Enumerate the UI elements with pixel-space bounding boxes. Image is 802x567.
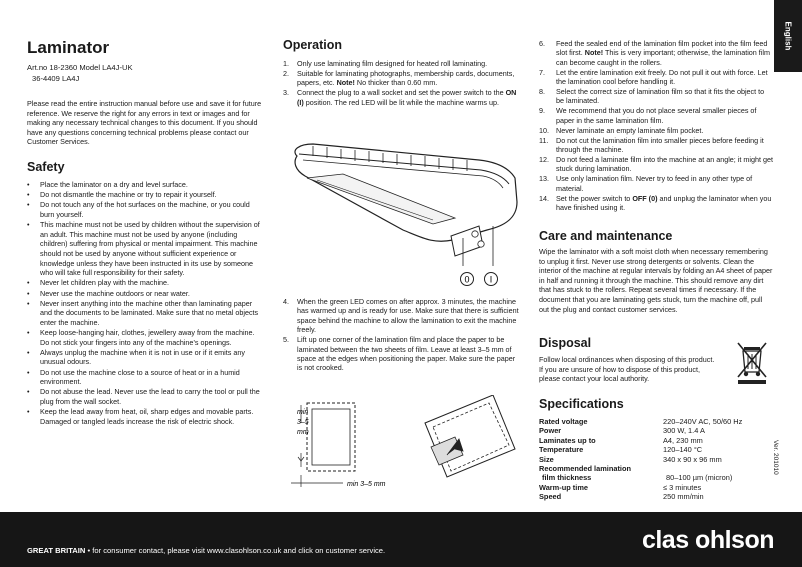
spec-value [663, 464, 773, 473]
safety-item: • Do not abuse the lead. Never use the lead to carry the tool or pull the plug from the wall socket. [27, 387, 263, 406]
language-label: English [783, 21, 793, 51]
spec-value: A4, 230 mm [663, 435, 703, 445]
safety-item: • Do not dismantle the machine or try to repair it yourself. [27, 190, 263, 200]
step-number: 7. [539, 67, 545, 77]
step-number: 12. [539, 154, 549, 164]
step-number: 5. [283, 335, 289, 345]
safety-heading: Safety [27, 160, 65, 174]
specifications-table [539, 417, 773, 502]
spec-value: ≤ 3 minutes [663, 482, 702, 492]
weee-bin-icon [735, 339, 769, 385]
footer-region: GREAT BRITAIN [27, 546, 86, 555]
step-number: 13. [539, 174, 549, 184]
spec-row [539, 483, 773, 492]
spec-row [539, 455, 773, 464]
operation-steps-3 [539, 39, 773, 213]
laminator-illustration [283, 126, 519, 291]
step-item: 11. Do not cut the lamination film into smaller pieces before feeding it through the machine. [539, 135, 764, 154]
safety-item: • Always unplug the machine when it is not in use or if it emits any unusual odours. [27, 348, 263, 367]
article-line-2: 36-4409 LA4J [32, 74, 80, 83]
step-item: 8. Select the correct size of lamination film so that it fits the object to be laminated. [539, 87, 765, 106]
step-item: 13. Use only lamination film. Never try to feed in any other type of material. [539, 174, 753, 193]
spec-row [539, 473, 773, 482]
step-item: 6. Feed the sealed end of the lamination film pocket into the film feed slot first. Note! This is very important; otherwise, the lamination film can become caught in the rollers. [539, 39, 770, 67]
care-text: Wipe the laminator with a soft moist cloth when necessary remembering to unplug it first. Never use strong detergents or solvents. Clean the interior of the machine at regular intervals by folding an A4 sheet of paper in half and running it through the machine. This should remove any dirt that has stuck to the rollers. Repeat several times if necessary. If the document that you are laminating gets stuck, turn the machine off, pull out the plug and contact customer services. [539, 247, 773, 314]
article-line-1: Art.no 18-2360 Model LA4J-UK [27, 63, 133, 72]
spec-value: 250 mm/min [663, 492, 704, 502]
switch-label-on: I [489, 274, 493, 285]
article-number [27, 62, 133, 84]
safety-item: • Never insert anything into the machine other than laminating paper and the documents to be laminated. Make sure that no metal objects enter the machine. [27, 299, 263, 328]
step-item: 7. Let the entire lamination exit freely. Do not pull it out with force. Let the lamination cool before handling it. [539, 67, 768, 87]
safety-item: • Keep loose-hanging hair, clothes, jewellery away from the machine. Do not stick your fingers into any of the machine’s openings. [27, 328, 263, 347]
spec-row [539, 445, 773, 454]
step-number: 10. [539, 125, 549, 135]
operation-steps-2 [283, 297, 519, 373]
page-title: Laminator [27, 38, 110, 57]
step-item: 5. Lift up one corner of the lamination film and place the paper to be laminated between the two sheets of film. Leave at least 3–5 mm of space at the edges when positioning the paper. Make sure the paper is not crooked. [283, 335, 516, 373]
spec-key: Temperature [539, 445, 584, 455]
spec-key: Laminates up to [539, 435, 596, 445]
spec-value: 120–140 °C [663, 445, 703, 455]
margin-label-1: min [297, 409, 309, 416]
safety-item: • Never let children play with the machine. [27, 278, 263, 288]
brand-logo: clas ohlson [641, 526, 774, 554]
safety-item: • Do not touch any of the hot surfaces on the machine, or you could burn yourself. [27, 200, 263, 219]
step-number: 6. [539, 39, 545, 48]
safety-item: • Do not use the machine close to a source of heat or in a humid environment. [27, 368, 263, 387]
safety-list [27, 180, 263, 427]
spec-key: Size [539, 454, 554, 464]
spec-key: Warm-up time [539, 482, 588, 492]
safety-item: • Keep the lead away from heat, oil, sharp edges and movable parts. Damaged or tangled leads increase the risk of electric shock. [27, 407, 263, 426]
step-item: 4. When the green LED comes on after approx. 3 minutes, the machine has warmed up and is ready for use. Make sure that there is sufficient space behind the machine to allow the lamination to exit the machine freely. [283, 297, 519, 335]
care-heading: Care and maintenance [539, 229, 673, 243]
footer-contact [27, 546, 385, 555]
footer [0, 512, 802, 567]
switch-label-off: 0 [464, 274, 470, 285]
step-number: 3. [283, 88, 289, 98]
spec-row [539, 417, 773, 426]
safety-item: • This machine must not be used by children without the supervision of an adult. This machine must not be used by anyone (including children) suffering from physical or mental impairment. This machine should not be used by anyone without sufficient experience or knowledge unless they have been instructed in its use by someone who will take full responsibility for their safety. [27, 220, 263, 278]
step-number: 2. [283, 68, 289, 78]
spec-key: Speed [539, 492, 562, 502]
safety-item: • Never use the machine outdoors or near water. [27, 289, 263, 299]
step-item: 3. Connect the plug to a wall socket and set the power switch to the ON (I) position. The red LED will be lit while the machine warms up. [283, 88, 517, 107]
spec-key: Rated voltage [539, 417, 588, 426]
step-item: 1. Only use laminating film designed for heated roll laminating. [283, 59, 488, 68]
margin-label-3: mm [297, 429, 309, 436]
step-item: 14. Set the power switch to OFF (0) and unplug the laminator when you have finished using it. [539, 193, 772, 212]
footer-text: • for consumer contact, please visit www.clasohlson.co.uk and click on customer service. [85, 546, 386, 555]
spec-key: film thickness [542, 473, 592, 483]
spec-value: 220–240V AC, 50/60 Hz [663, 417, 743, 426]
step-number: 1. [283, 59, 289, 68]
step-number: 11. [539, 135, 549, 145]
spec-value: 80–100 µm (micron) [666, 473, 733, 483]
disposal-heading: Disposal [539, 336, 592, 350]
operation-steps-1 [283, 59, 519, 108]
spec-key: Power [539, 426, 562, 436]
operation-heading: Operation [283, 38, 343, 52]
spec-row [539, 464, 773, 473]
spec-value: 300 W, 1.4 A [663, 426, 705, 436]
spec-value: 340 x 90 x 96 mm [663, 454, 722, 464]
version-label: Ver. 201010 [772, 440, 779, 475]
spec-row [539, 492, 773, 501]
spec-row [539, 436, 773, 445]
film-placement-illustration [283, 395, 519, 495]
step-item: 10. Never laminate an empty laminate film pocket. [539, 125, 704, 135]
margin-label-bottom: min 3–5 mm [347, 481, 386, 488]
step-item: 9. We recommend that you do not place several smaller pieces of paper in the same lamination film. [539, 106, 757, 125]
spec-key: Recommended lamination [539, 464, 631, 474]
step-item: 2. Suitable for laminating photographs, membership cards, documents, papers, etc. Note! No thicker than 0.60 mm. [283, 68, 515, 88]
specs-heading: Specifications [539, 397, 624, 411]
step-item: 12. Do not feed a laminate film into the machine at an angle; it might get stuck during lamination. [539, 154, 773, 174]
language-tab [774, 0, 802, 72]
step-number: 8. [539, 87, 545, 97]
intro-text: Please read the entire instruction manual before use and save it for future reference. We reserve the right for any errors in text or images and for making any necessary technical changes to this document. If you should have any questions concerning technical problems please contact our Customer Services. [27, 99, 262, 147]
disposal-text: Follow local ordinances when disposing of this product. If you are unsure of how to dispose of this product, please contact your local authority. [539, 355, 715, 384]
spec-row [539, 426, 773, 435]
safety-item: • Place the laminator on a dry and level surface. [27, 180, 263, 190]
step-number: 14. [539, 193, 549, 203]
step-number: 9. [539, 106, 545, 116]
step-number: 4. [283, 297, 289, 306]
margin-label-2: 3–5 [297, 419, 309, 426]
